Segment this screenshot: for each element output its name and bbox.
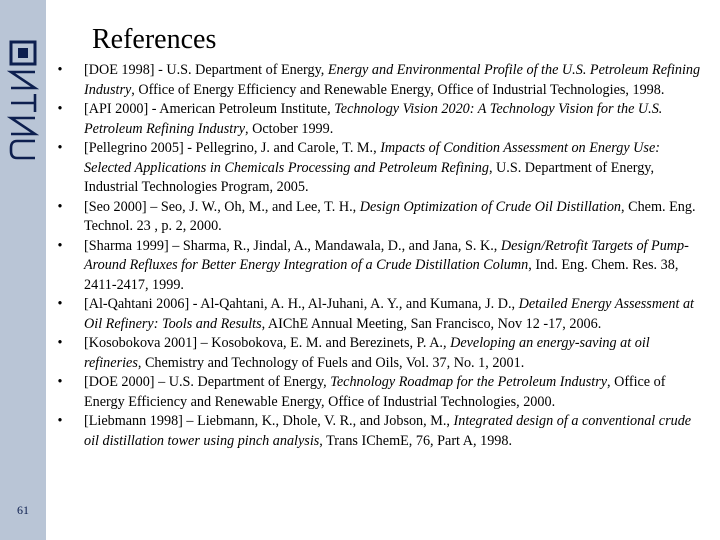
reference-list bbox=[54, 61, 702, 451]
reference-item bbox=[54, 100, 702, 139]
reference-text bbox=[84, 296, 694, 332]
reference-title: Technology Roadmap for the Petroleum Industry bbox=[330, 374, 608, 390]
ntnu-logo bbox=[7, 38, 39, 168]
page-title: References bbox=[92, 24, 217, 55]
bullet-icon: • bbox=[57, 140, 63, 156]
reference-item bbox=[54, 61, 702, 100]
bullet-icon: • bbox=[57, 62, 63, 78]
reference-citation: [Sharma 1999] – Sharma, R., Jindal, A., Mandawala, D., and Jana, S. K., bbox=[84, 237, 501, 254]
reference-citation: [Al-Qahtani 2006] - Al-Qahtani, A. H., Al-Juhani, A. Y., and Kumana, J. D., bbox=[84, 296, 519, 312]
reference-citation: [Liebmann 1998] – Liebmann, K., Dhole, V. R., and Jobson, M., bbox=[84, 413, 454, 429]
reference-text bbox=[84, 199, 696, 235]
bullet-icon: • bbox=[57, 374, 63, 390]
reference-source: , Trans IChemE, 76, Part A, 1998. bbox=[319, 432, 513, 449]
reference-source: , U.S. Department of Energy, Industrial Technologies Program, 2005. bbox=[84, 159, 655, 195]
reference-text bbox=[84, 140, 660, 195]
reference-citation: [Seo 2000] – Seo, J. W., Oh, M., and Lee, T. H., bbox=[84, 198, 360, 215]
reference-title: Design/Retrofit Targets of Pump-Around Refluxes for Better Energy Integration of a Crude Distillation Column bbox=[84, 237, 689, 273]
reference-text bbox=[84, 374, 665, 410]
page-number: 61 bbox=[17, 503, 29, 517]
reference-text bbox=[84, 413, 691, 449]
reference-text bbox=[84, 238, 689, 293]
reference-source: , Chemistry and Technology of Fuels and Oils, Vol. 37, No. 1, 2001. bbox=[137, 354, 525, 371]
reference-title: Impacts of Condition Assessment on Energy Use: Selected Applications in Chemicals Processing and Petroleum Refining bbox=[84, 140, 660, 176]
bullet-icon: • bbox=[57, 335, 63, 351]
reference-source: , October 1999. bbox=[245, 120, 334, 137]
bullet-icon: • bbox=[57, 101, 63, 117]
bullet-icon: • bbox=[57, 198, 63, 215]
reference-citation: [DOE 2000] – U.S. Department of Energy, bbox=[84, 374, 331, 390]
reference-title: Design Optimization of Crude Oil Distillation bbox=[359, 198, 622, 215]
reference-text bbox=[84, 62, 700, 98]
reference-citation: [Pellegrino 2005] - Pellegrino, J. and Carole, T. M., bbox=[84, 140, 381, 156]
reference-source: , Ind. Eng. Chem. Res. 38, 2411-2417, 1999. bbox=[84, 257, 679, 293]
reference-citation: [DOE 1998] - U.S. Department of Energy, bbox=[84, 62, 328, 78]
bullet-icon: • bbox=[57, 296, 63, 312]
reference-source: , Chem. Eng. Technol. 23 , p. 2, 2000. bbox=[84, 198, 696, 234]
reference-item bbox=[54, 295, 702, 334]
reference-item bbox=[54, 237, 702, 296]
reference-citation: [Kosobokova 2001] – Kosobokova, E. M. and Berezinets, P. A., bbox=[84, 335, 451, 351]
bullet-icon: • bbox=[57, 413, 63, 429]
reference-item bbox=[54, 139, 702, 198]
reference-title: Integrated design of a conventional crude oil distillation tower using pinch analysis bbox=[84, 413, 692, 449]
reference-item bbox=[54, 334, 702, 373]
reference-item bbox=[54, 373, 702, 412]
reference-source: , Office of Energy Efficiency and Renewable Energy, Office of Industrial Technologies, 2000. bbox=[84, 374, 666, 410]
sidebar bbox=[0, 0, 46, 540]
reference-title: Developing an energy-saving at oil refineries bbox=[84, 335, 650, 371]
reference-title: Technology Vision 2020: A Technology Vision for the U.S. Petroleum Refining Industry bbox=[84, 101, 663, 137]
bullet-icon: • bbox=[57, 237, 63, 254]
reference-title: Detailed Energy Assessment at Oil Refinery: Tools and Results bbox=[84, 296, 694, 332]
reference-source: , Office of Energy Efficiency and Renewable Energy, Office of Industrial Technologies, 1998. bbox=[131, 81, 665, 98]
reference-item bbox=[54, 198, 702, 237]
reference-text bbox=[84, 335, 650, 371]
reference-item bbox=[54, 412, 702, 451]
reference-source: , AIChE Annual Meeting, San Francisco, Nov 12 -17, 2006. bbox=[261, 315, 602, 332]
reference-citation: [API 2000] - American Petroleum Institute, bbox=[84, 101, 335, 117]
reference-text bbox=[84, 101, 662, 137]
reference-title: Energy and Environmental Profile of the U.S. Petroleum Refining Industry bbox=[84, 62, 701, 98]
